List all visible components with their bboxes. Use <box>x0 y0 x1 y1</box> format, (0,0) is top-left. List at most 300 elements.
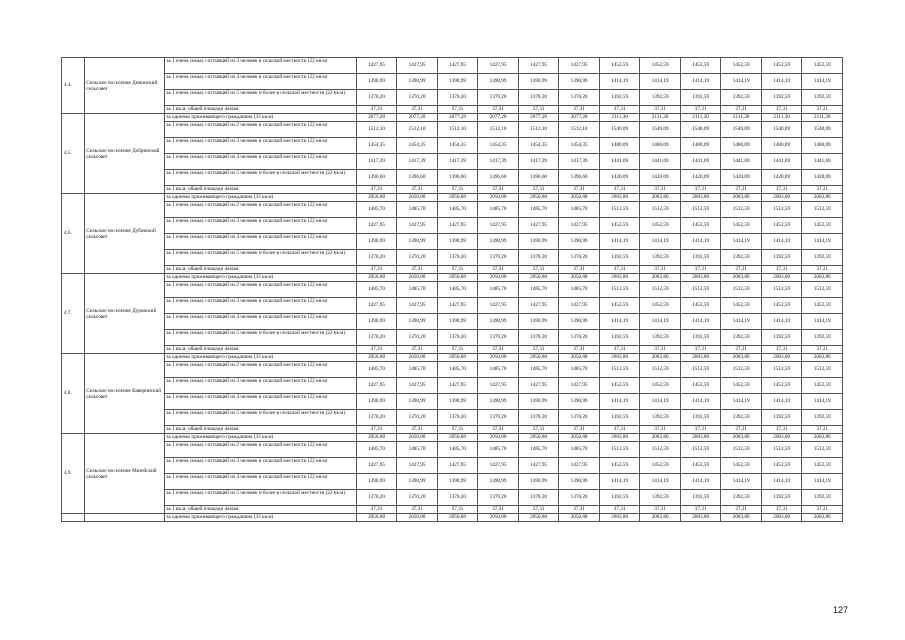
value-cell: 1392,59 <box>761 330 802 346</box>
table-row <box>62 314 843 330</box>
table-body <box>62 58 843 522</box>
value-cell: 1427,95 <box>559 298 600 314</box>
value-cell: 37,31 <box>640 426 681 434</box>
value-cell: 37,31 <box>721 186 762 194</box>
value-cell: 2050,88 <box>518 274 559 282</box>
value-cell: 1512,59 <box>721 362 762 378</box>
value-cell: 1414,19 <box>640 474 681 490</box>
value-cell: 2083,80 <box>599 194 640 202</box>
value-cell: 1420,09 <box>680 170 721 186</box>
value-cell: 1370,20 <box>478 490 519 506</box>
value-cell: 1414,19 <box>802 74 843 90</box>
value-cell: 37,31 <box>397 426 438 434</box>
value-cell: 1452,59 <box>721 298 762 314</box>
value-cell: 2083,80 <box>802 194 843 202</box>
value-cell: 2050,88 <box>478 514 519 522</box>
value-cell: 1427,95 <box>559 378 600 394</box>
value-cell: 1427,95 <box>478 458 519 474</box>
table-row <box>62 74 843 90</box>
settlement-name: Сельское поселение Дуровский сельсовет <box>85 274 165 354</box>
value-cell: 1417,39 <box>478 154 519 170</box>
value-cell: 1454,35 <box>437 138 478 154</box>
value-cell: 2083,80 <box>721 194 762 202</box>
value-cell: 37,31 <box>802 186 843 194</box>
value-cell: 1370,20 <box>518 410 559 426</box>
value-cell: 1512,59 <box>640 282 681 298</box>
value-cell: 1370,20 <box>518 330 559 346</box>
value-cell: 1392,59 <box>802 490 843 506</box>
value-cell: 37,31 <box>599 506 640 514</box>
value-cell: 1392,59 <box>640 330 681 346</box>
value-cell: 1370,20 <box>397 90 438 106</box>
value-cell: 37,31 <box>761 186 802 194</box>
value-cell: 37,31 <box>721 346 762 354</box>
value-cell: 1452,59 <box>802 298 843 314</box>
table-row <box>62 114 843 122</box>
row-description: за 1 кв.м. общей площади жилья <box>165 106 356 114</box>
value-cell: 1414,19 <box>761 74 802 90</box>
value-cell: 37,31 <box>680 266 721 274</box>
row-description: за 1 члена семьи, состоящей из 2 человек в сельской местности (22 кв.м) <box>165 362 356 378</box>
value-cell: 1370,20 <box>478 90 519 106</box>
value-cell: 1485,70 <box>437 282 478 298</box>
value-cell: 1390,99 <box>559 314 600 330</box>
value-cell: 1390,99 <box>478 314 519 330</box>
value-cell: 1427,95 <box>559 58 600 74</box>
row-description: за 1 члена семьи, состоящей из 5 человек и более в сельской местности (22 кв.м) <box>165 490 356 506</box>
value-cell: 1370,20 <box>478 250 519 266</box>
value-cell: 2050,88 <box>397 354 438 362</box>
value-cell: 37,31 <box>640 106 681 114</box>
value-cell: 1390,99 <box>356 394 397 410</box>
value-cell: 2077,28 <box>437 114 478 122</box>
value-cell: 1452,59 <box>802 378 843 394</box>
value-cell: 1485,70 <box>518 442 559 458</box>
value-cell: 1512,10 <box>518 122 559 138</box>
value-cell: 1414,19 <box>761 474 802 490</box>
table-row <box>62 106 843 114</box>
value-cell: 2050,88 <box>356 354 397 362</box>
value-cell: 1485,70 <box>356 282 397 298</box>
value-cell: 1512,59 <box>802 282 843 298</box>
value-cell: 1390,99 <box>518 234 559 250</box>
value-cell: 2083,80 <box>680 354 721 362</box>
value-cell: 1370,20 <box>356 490 397 506</box>
value-cell: 1485,70 <box>397 282 438 298</box>
value-cell: 1427,95 <box>478 298 519 314</box>
value-cell: 37,31 <box>518 346 559 354</box>
value-cell: 2083,80 <box>640 194 681 202</box>
value-cell: 1452,59 <box>802 58 843 74</box>
value-cell: 37,31 <box>640 506 681 514</box>
value-cell: 2111,30 <box>761 114 802 122</box>
row-description: за 1 члена семьи, состоящей из 3 человек в сельской местности (22 кв.м) <box>165 58 356 74</box>
value-cell: 1427,95 <box>518 298 559 314</box>
value-cell: 37,31 <box>518 506 559 514</box>
table-row <box>62 194 843 202</box>
value-cell: 37,31 <box>437 186 478 194</box>
table-row <box>62 58 843 74</box>
value-cell: 1452,59 <box>599 378 640 394</box>
value-cell: 1485,70 <box>397 202 438 218</box>
value-cell: 1414,19 <box>680 234 721 250</box>
value-cell: 1392,59 <box>721 410 762 426</box>
value-cell: 2050,88 <box>356 434 397 442</box>
value-cell: 1485,70 <box>478 282 519 298</box>
value-cell: 1485,70 <box>518 202 559 218</box>
value-cell: 1452,59 <box>680 378 721 394</box>
value-cell: 2083,80 <box>680 194 721 202</box>
value-cell: 1452,59 <box>761 58 802 74</box>
value-cell: 1370,20 <box>437 490 478 506</box>
value-cell: 1390,99 <box>397 394 438 410</box>
value-cell: 1512,59 <box>802 362 843 378</box>
value-cell: 1390,99 <box>559 234 600 250</box>
value-cell: 1427,95 <box>356 58 397 74</box>
row-description: за 1 члена семьи, состоящей из 2 человек в сельской местности (22 кв.м) <box>165 442 356 458</box>
value-cell: 1414,19 <box>721 234 762 250</box>
value-cell: 1370,20 <box>559 410 600 426</box>
value-cell: 1414,19 <box>680 74 721 90</box>
value-cell: 37,31 <box>761 426 802 434</box>
row-description: за 1 члена семьи, состоящей из 5 человек и более в сельской местности (22 кв.м) <box>165 170 356 186</box>
table-row <box>62 362 843 378</box>
value-cell: 37,31 <box>397 106 438 114</box>
value-cell: 1485,70 <box>437 442 478 458</box>
value-cell: 2111,30 <box>599 114 640 122</box>
value-cell: 1390,99 <box>397 74 438 90</box>
value-cell: 1392,59 <box>761 490 802 506</box>
value-cell: 1370,20 <box>559 90 600 106</box>
value-cell: 1427,95 <box>518 458 559 474</box>
value-cell: 1414,19 <box>599 314 640 330</box>
settlement-name: Сельское поселение Каверинский сельсовет <box>85 354 165 434</box>
value-cell: 1392,59 <box>680 490 721 506</box>
value-cell: 1420,09 <box>640 170 681 186</box>
value-cell: 37,31 <box>356 346 397 354</box>
row-description: за одиноко проживающего гражданина (33 кв.м) <box>165 354 356 362</box>
value-cell: 1427,95 <box>397 58 438 74</box>
value-cell: 1390,99 <box>478 394 519 410</box>
value-cell: 2111,30 <box>802 114 843 122</box>
value-cell: 37,31 <box>437 106 478 114</box>
value-cell: 1414,19 <box>721 74 762 90</box>
value-cell: 37,31 <box>356 186 397 194</box>
value-cell: 1480,09 <box>640 138 681 154</box>
value-cell: 1392,59 <box>680 90 721 106</box>
value-cell: 1452,59 <box>761 298 802 314</box>
table-row <box>62 154 843 170</box>
value-cell: 2083,80 <box>802 274 843 282</box>
value-cell: 37,31 <box>761 346 802 354</box>
row-description: за 1 члена семьи, состоящей из 3 человек в сельской местности (22 кв.м) <box>165 458 356 474</box>
table-row <box>62 442 843 458</box>
table-row <box>62 426 843 434</box>
value-cell: 1452,59 <box>680 58 721 74</box>
value-cell: 37,31 <box>802 106 843 114</box>
table-row <box>62 298 843 314</box>
value-cell: 1392,59 <box>802 410 843 426</box>
value-cell: 1485,70 <box>478 442 519 458</box>
value-cell: 37,31 <box>356 426 397 434</box>
value-cell: 2050,88 <box>397 434 438 442</box>
value-cell: 1540,09 <box>640 122 681 138</box>
value-cell: 1512,59 <box>721 282 762 298</box>
value-cell: 37,31 <box>478 506 519 514</box>
value-cell: 1414,19 <box>761 314 802 330</box>
value-cell: 1417,39 <box>559 154 600 170</box>
value-cell: 37,31 <box>599 106 640 114</box>
value-cell: 1392,59 <box>599 490 640 506</box>
value-cell: 1485,70 <box>559 282 600 298</box>
value-cell: 2050,88 <box>559 274 600 282</box>
value-cell: 1540,09 <box>599 122 640 138</box>
value-cell: 1485,70 <box>559 442 600 458</box>
table-row <box>62 394 843 410</box>
value-cell: 1420,09 <box>802 170 843 186</box>
value-cell: 1390,99 <box>518 74 559 90</box>
value-cell: 1396,60 <box>518 170 559 186</box>
table-row <box>62 138 843 154</box>
value-cell: 1414,19 <box>599 234 640 250</box>
value-cell: 1427,95 <box>397 378 438 394</box>
value-cell: 2050,88 <box>478 274 519 282</box>
row-description: за 1 кв.м. общей площади жилья <box>165 506 356 514</box>
value-cell: 37,31 <box>397 186 438 194</box>
value-cell: 37,31 <box>640 266 681 274</box>
value-cell: 37,31 <box>559 186 600 194</box>
value-cell: 1485,70 <box>518 362 559 378</box>
value-cell: 37,31 <box>437 266 478 274</box>
value-cell: 1427,95 <box>437 298 478 314</box>
value-cell: 1452,59 <box>721 218 762 234</box>
value-cell: 1390,99 <box>437 314 478 330</box>
value-cell: 1485,70 <box>478 362 519 378</box>
value-cell: 2111,30 <box>721 114 762 122</box>
value-cell: 2050,88 <box>559 194 600 202</box>
row-description: за 1 кв.м. общей площади жилья <box>165 346 356 354</box>
value-cell: 1390,99 <box>356 474 397 490</box>
value-cell: 1414,19 <box>680 394 721 410</box>
value-cell: 2050,88 <box>518 514 559 522</box>
value-cell: 2083,80 <box>802 434 843 442</box>
table-row <box>62 506 843 514</box>
value-cell: 1540,09 <box>761 122 802 138</box>
value-cell: 1414,19 <box>640 394 681 410</box>
value-cell: 1452,59 <box>640 458 681 474</box>
value-cell: 1414,19 <box>640 314 681 330</box>
row-description: за 1 члена семьи, состоящей из 4 человек в сельской местности (22 кв.м) <box>165 234 356 250</box>
value-cell: 1392,59 <box>721 250 762 266</box>
value-cell: 1427,95 <box>518 218 559 234</box>
value-cell: 1414,19 <box>802 394 843 410</box>
value-cell: 1390,99 <box>478 474 519 490</box>
value-cell: 1390,99 <box>518 314 559 330</box>
value-cell: 37,31 <box>680 506 721 514</box>
value-cell: 1441,69 <box>721 154 762 170</box>
value-cell: 1390,99 <box>518 394 559 410</box>
row-description: за 1 члена семьи, состоящей из 5 человек и более в сельской местности (22 кв.м) <box>165 250 356 266</box>
value-cell: 1392,59 <box>680 250 721 266</box>
value-cell: 1512,59 <box>680 282 721 298</box>
value-cell: 1454,35 <box>478 138 519 154</box>
value-cell: 2050,88 <box>356 194 397 202</box>
page-number: 127 <box>832 605 848 615</box>
value-cell: 37,31 <box>518 186 559 194</box>
value-cell: 2050,88 <box>518 434 559 442</box>
value-cell: 2083,80 <box>599 354 640 362</box>
value-cell: 1485,70 <box>559 202 600 218</box>
value-cell: 1540,09 <box>680 122 721 138</box>
value-cell: 1390,99 <box>397 314 438 330</box>
value-cell: 1452,59 <box>721 58 762 74</box>
value-cell: 1427,95 <box>478 378 519 394</box>
value-cell: 1417,39 <box>437 154 478 170</box>
value-cell: 37,31 <box>802 346 843 354</box>
value-cell: 37,31 <box>680 106 721 114</box>
value-cell: 37,31 <box>721 106 762 114</box>
value-cell: 1370,20 <box>437 410 478 426</box>
value-cell: 2083,80 <box>721 434 762 442</box>
value-cell: 2050,88 <box>478 194 519 202</box>
value-cell: 2083,80 <box>640 434 681 442</box>
row-description: за одиноко проживающего гражданина (33 кв.м) <box>165 514 356 522</box>
section-number: 4.9. <box>62 434 85 514</box>
value-cell: 2083,80 <box>680 274 721 282</box>
value-cell: 1414,19 <box>640 234 681 250</box>
settlement-name: Сельское поселение Деминский сельсовет <box>85 58 165 114</box>
value-cell: 1370,20 <box>559 490 600 506</box>
value-cell: 1396,60 <box>437 170 478 186</box>
value-cell: 2083,80 <box>761 194 802 202</box>
section-number: 4.6. <box>62 194 85 274</box>
table-row <box>62 346 843 354</box>
table-row <box>62 218 843 234</box>
value-cell: 2050,88 <box>356 514 397 522</box>
tariff-table <box>61 57 843 522</box>
value-cell: 1427,95 <box>437 218 478 234</box>
value-cell: 1390,99 <box>559 74 600 90</box>
value-cell: 1420,09 <box>721 170 762 186</box>
value-cell: 1370,20 <box>397 250 438 266</box>
value-cell: 1417,39 <box>397 154 438 170</box>
value-cell: 1485,70 <box>559 362 600 378</box>
value-cell: 1370,20 <box>437 90 478 106</box>
value-cell: 1414,19 <box>802 234 843 250</box>
value-cell: 1480,09 <box>599 138 640 154</box>
value-cell: 1512,59 <box>761 202 802 218</box>
value-cell: 1512,10 <box>559 122 600 138</box>
value-cell: 1392,59 <box>640 410 681 426</box>
value-cell: 1392,59 <box>680 410 721 426</box>
value-cell: 1452,59 <box>640 378 681 394</box>
value-cell: 2083,80 <box>640 274 681 282</box>
row-description: за 1 члена семьи, состоящей из 4 человек в сельской местности (22 кв.м) <box>165 74 356 90</box>
value-cell: 1414,19 <box>721 314 762 330</box>
value-cell: 1512,59 <box>802 202 843 218</box>
value-cell: 1414,19 <box>640 74 681 90</box>
value-cell: 1396,60 <box>478 170 519 186</box>
value-cell: 1452,59 <box>599 58 640 74</box>
value-cell: 37,31 <box>559 426 600 434</box>
value-cell: 1427,95 <box>559 458 600 474</box>
table-row <box>62 354 843 362</box>
value-cell: 1512,10 <box>437 122 478 138</box>
value-cell: 1417,39 <box>356 154 397 170</box>
value-cell: 1370,20 <box>518 490 559 506</box>
value-cell: 1392,59 <box>680 330 721 346</box>
value-cell: 1441,69 <box>640 154 681 170</box>
value-cell: 1414,19 <box>761 394 802 410</box>
value-cell: 1420,09 <box>599 170 640 186</box>
value-cell: 1392,59 <box>599 410 640 426</box>
table-row <box>62 170 843 186</box>
row-description: за 1 члена семьи, состоящей из 5 человек и более в сельской местности (22 кв.м) <box>165 330 356 346</box>
row-description: за 1 члена семьи, состоящей из 2 человек в сельской местности (22 кв.м) <box>165 202 356 218</box>
value-cell: 1390,99 <box>437 234 478 250</box>
row-description: за 1 члена семьи, состоящей из 3 человек в сельской местности (22 кв.м) <box>165 138 356 154</box>
value-cell: 37,31 <box>397 346 438 354</box>
table-row <box>62 330 843 346</box>
value-cell: 1452,59 <box>802 458 843 474</box>
section-number: 4.5. <box>62 114 85 194</box>
value-cell: 1485,70 <box>437 362 478 378</box>
value-cell: 2050,88 <box>518 194 559 202</box>
row-description: за 1 кв.м. общей площади жилья <box>165 426 356 434</box>
value-cell: 1452,59 <box>761 218 802 234</box>
value-cell: 1485,70 <box>518 282 559 298</box>
value-cell: 1392,59 <box>721 330 762 346</box>
value-cell: 1427,95 <box>518 378 559 394</box>
value-cell: 1370,20 <box>356 330 397 346</box>
value-cell: 2050,88 <box>437 354 478 362</box>
table-row <box>62 378 843 394</box>
value-cell: 1392,59 <box>640 250 681 266</box>
value-cell: 1485,70 <box>437 202 478 218</box>
table-row <box>62 122 843 138</box>
value-cell: 1427,95 <box>356 298 397 314</box>
value-cell: 2050,88 <box>437 274 478 282</box>
value-cell: 1370,20 <box>437 250 478 266</box>
value-cell: 1370,20 <box>437 330 478 346</box>
value-cell: 1540,09 <box>721 122 762 138</box>
value-cell: 1414,19 <box>761 234 802 250</box>
value-cell: 1480,09 <box>721 138 762 154</box>
value-cell: 37,31 <box>397 506 438 514</box>
value-cell: 1512,59 <box>761 362 802 378</box>
table-row <box>62 458 843 474</box>
value-cell: 1452,59 <box>640 218 681 234</box>
value-cell: 1427,95 <box>478 58 519 74</box>
value-cell: 1370,20 <box>559 330 600 346</box>
value-cell: 37,31 <box>437 506 478 514</box>
value-cell: 1452,59 <box>680 298 721 314</box>
row-description: за 1 члена семьи, состоящей из 4 человек в сельской местности (22 кв.м) <box>165 314 356 330</box>
value-cell: 2050,88 <box>478 434 519 442</box>
value-cell: 1485,70 <box>356 202 397 218</box>
table-row <box>62 266 843 274</box>
value-cell: 37,31 <box>559 106 600 114</box>
value-cell: 1390,99 <box>478 234 519 250</box>
value-cell: 1512,59 <box>721 202 762 218</box>
value-cell: 37,31 <box>356 266 397 274</box>
table-row <box>62 234 843 250</box>
value-cell: 1454,35 <box>356 138 397 154</box>
row-description: за одиноко проживающего гражданина (33 кв.м) <box>165 434 356 442</box>
value-cell: 1452,59 <box>680 218 721 234</box>
value-cell: 2111,30 <box>680 114 721 122</box>
row-description: за 1 члена семьи, состоящей из 4 человек в сельской местности (22 кв.м) <box>165 154 356 170</box>
